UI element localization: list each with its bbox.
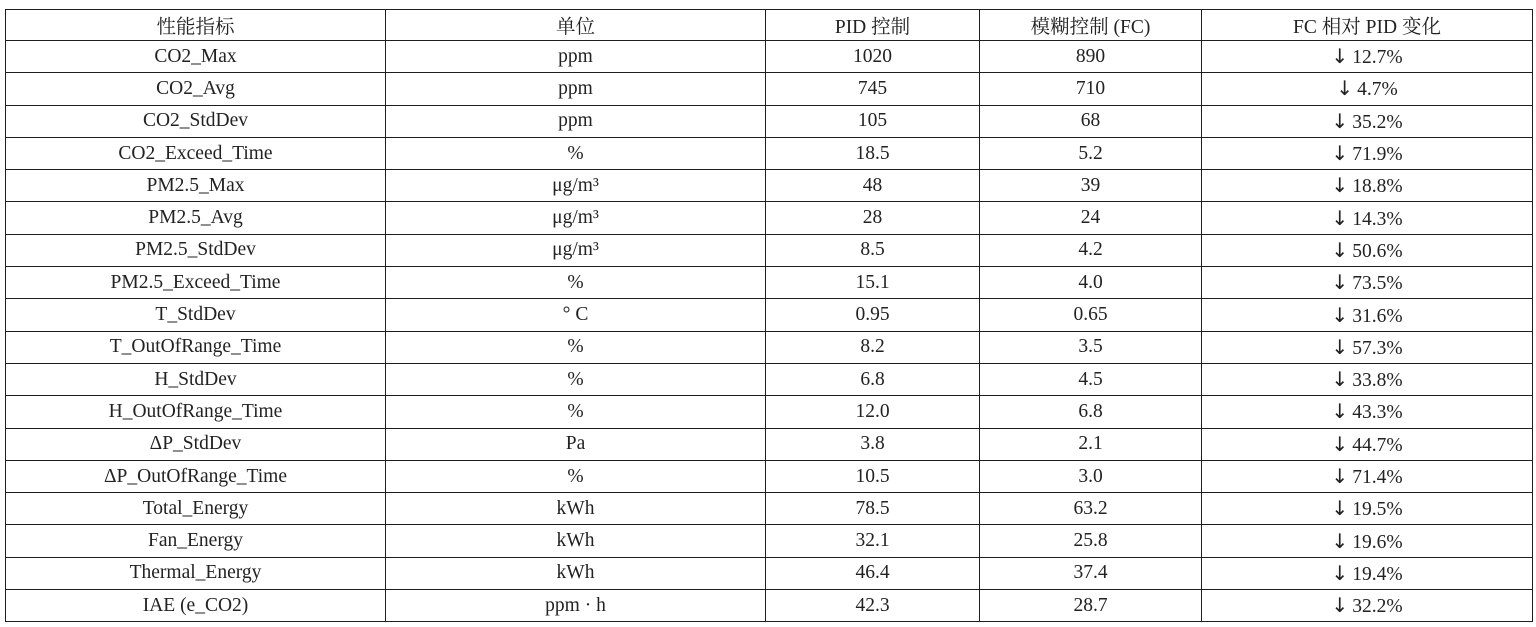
table-row: [6, 428, 1533, 460]
cell-fc-value: 4.2: [980, 234, 1202, 266]
change-value: 31.6%: [1352, 305, 1403, 327]
cell-unit: μg/m³: [386, 170, 766, 202]
cell-pid-value: 15.1: [766, 267, 980, 299]
cell-change: [1202, 137, 1533, 169]
change-value: 71.9%: [1352, 144, 1403, 166]
cell-metric: T_StdDev: [6, 299, 386, 331]
table-row: [6, 105, 1533, 137]
cell-metric: CO2_Exceed_Time: [6, 137, 386, 169]
table-row: [6, 73, 1533, 105]
cell-metric: H_OutOfRange_Time: [6, 396, 386, 428]
change-value: 4.7%: [1357, 79, 1398, 101]
arrow-down-icon: ↓: [1331, 528, 1349, 553]
cell-change: [1202, 73, 1533, 105]
arrow-down-icon: ↓: [1331, 367, 1349, 392]
change-value: 35.2%: [1352, 111, 1403, 133]
cell-pid-value: 3.8: [766, 428, 980, 460]
cell-change: [1202, 105, 1533, 137]
cell-metric: IAE (e_CO2): [6, 590, 386, 622]
cell-pid-value: 78.5: [766, 493, 980, 525]
cell-fc-value: 3.0: [980, 460, 1202, 492]
cell-pid-value: 10.5: [766, 460, 980, 492]
cell-unit: %: [386, 363, 766, 395]
cell-unit: Pa: [386, 428, 766, 460]
cell-fc-value: 63.2: [980, 493, 1202, 525]
cell-pid-value: 12.0: [766, 396, 980, 428]
cell-pid-value: 745: [766, 73, 980, 105]
cell-fc-value: 890: [980, 41, 1202, 73]
cell-unit: %: [386, 137, 766, 169]
cell-fc-value: 39: [980, 170, 1202, 202]
cell-unit: %: [386, 396, 766, 428]
performance-table-container: [5, 9, 1532, 622]
cell-pid-value: 28: [766, 202, 980, 234]
cell-pid-value: 8.5: [766, 234, 980, 266]
table-body: [6, 41, 1533, 622]
cell-unit: kWh: [386, 525, 766, 557]
cell-metric: CO2_Max: [6, 41, 386, 73]
cell-fc-value: 4.5: [980, 363, 1202, 395]
cell-change: [1202, 170, 1533, 202]
cell-metric: PM2.5_Exceed_Time: [6, 267, 386, 299]
cell-pid-value: 42.3: [766, 590, 980, 622]
cell-metric: Thermal_Energy: [6, 557, 386, 589]
cell-fc-value: 4.0: [980, 267, 1202, 299]
cell-change: [1202, 396, 1533, 428]
arrow-down-icon: ↓: [1331, 431, 1349, 456]
arrow-down-icon: ↓: [1331, 270, 1349, 295]
table-row: [6, 363, 1533, 395]
cell-metric: PM2.5_Max: [6, 170, 386, 202]
cell-unit: μg/m³: [386, 202, 766, 234]
header-change: FC 相对 PID 变化: [1202, 10, 1533, 41]
cell-unit: %: [386, 460, 766, 492]
cell-change: [1202, 493, 1533, 525]
table-row: [6, 202, 1533, 234]
performance-comparison-table: [5, 9, 1533, 622]
cell-unit: μg/m³: [386, 234, 766, 266]
cell-unit: kWh: [386, 493, 766, 525]
cell-fc-value: 0.65: [980, 299, 1202, 331]
cell-pid-value: 105: [766, 105, 980, 137]
cell-unit: kWh: [386, 557, 766, 589]
header-pid: PID 控制: [766, 10, 980, 41]
arrow-down-icon: ↓: [1331, 560, 1349, 585]
cell-metric: H_StdDev: [6, 363, 386, 395]
cell-fc-value: 68: [980, 105, 1202, 137]
cell-metric: ΔP_StdDev: [6, 428, 386, 460]
table-row: [6, 234, 1533, 266]
cell-metric: Total_Energy: [6, 493, 386, 525]
cell-change: [1202, 41, 1533, 73]
cell-fc-value: 3.5: [980, 331, 1202, 363]
change-value: 19.6%: [1352, 531, 1403, 553]
arrow-down-icon: ↓: [1331, 593, 1349, 618]
arrow-down-icon: ↓: [1331, 108, 1349, 133]
table-row: [6, 525, 1533, 557]
cell-unit: %: [386, 331, 766, 363]
table-row: [6, 41, 1533, 73]
cell-fc-value: 24: [980, 202, 1202, 234]
cell-metric: Fan_Energy: [6, 525, 386, 557]
cell-pid-value: 32.1: [766, 525, 980, 557]
cell-fc-value: 2.1: [980, 428, 1202, 460]
arrow-down-icon: ↓: [1331, 302, 1349, 327]
cell-unit: %: [386, 267, 766, 299]
table-row: [6, 170, 1533, 202]
table-row: [6, 493, 1533, 525]
cell-fc-value: 5.2: [980, 137, 1202, 169]
cell-metric: PM2.5_StdDev: [6, 234, 386, 266]
arrow-down-icon: ↓: [1336, 76, 1354, 101]
cell-fc-value: 37.4: [980, 557, 1202, 589]
cell-pid-value: 6.8: [766, 363, 980, 395]
cell-change: [1202, 202, 1533, 234]
arrow-down-icon: ↓: [1331, 399, 1349, 424]
cell-change: [1202, 363, 1533, 395]
change-value: 18.8%: [1352, 176, 1403, 198]
cell-fc-value: 710: [980, 73, 1202, 105]
table-row: [6, 137, 1533, 169]
arrow-down-icon: ↓: [1331, 141, 1349, 166]
header-fc: 模糊控制 (FC): [980, 10, 1202, 41]
cell-unit: ppm: [386, 73, 766, 105]
cell-fc-value: 28.7: [980, 590, 1202, 622]
arrow-down-icon: ↓: [1331, 205, 1349, 230]
change-value: 19.4%: [1352, 563, 1403, 585]
cell-pid-value: 48: [766, 170, 980, 202]
change-value: 32.2%: [1352, 596, 1403, 618]
cell-metric: PM2.5_Avg: [6, 202, 386, 234]
cell-metric: CO2_StdDev: [6, 105, 386, 137]
cell-fc-value: 6.8: [980, 396, 1202, 428]
cell-fc-value: 25.8: [980, 525, 1202, 557]
change-value: 50.6%: [1352, 240, 1403, 262]
table-row: [6, 396, 1533, 428]
cell-metric: T_OutOfRange_Time: [6, 331, 386, 363]
change-value: 57.3%: [1352, 337, 1403, 359]
table-row: [6, 590, 1533, 622]
cell-metric: ΔP_OutOfRange_Time: [6, 460, 386, 492]
change-value: 12.7%: [1352, 47, 1403, 69]
table-row: [6, 460, 1533, 492]
cell-pid-value: 46.4: [766, 557, 980, 589]
table-row: [6, 331, 1533, 363]
table-row: [6, 557, 1533, 589]
table-row: [6, 267, 1533, 299]
cell-unit: ° C: [386, 299, 766, 331]
arrow-down-icon: ↓: [1331, 464, 1349, 488]
cell-unit: ppm · h: [386, 590, 766, 622]
cell-pid-value: 8.2: [766, 331, 980, 363]
cell-change: [1202, 460, 1533, 492]
arrow-down-icon: ↓: [1331, 496, 1349, 521]
cell-unit: ppm: [386, 105, 766, 137]
cell-pid-value: 18.5: [766, 137, 980, 169]
cell-change: [1202, 234, 1533, 266]
arrow-down-icon: ↓: [1331, 334, 1349, 359]
cell-change: [1202, 331, 1533, 363]
change-value: 33.8%: [1352, 370, 1403, 392]
change-value: 44.7%: [1352, 434, 1403, 456]
table-header: [6, 10, 1533, 41]
header-unit: 单位: [386, 10, 766, 41]
cell-pid-value: 0.95: [766, 299, 980, 331]
cell-change: [1202, 557, 1533, 589]
cell-unit: ppm: [386, 41, 766, 73]
change-value: 73.5%: [1352, 273, 1403, 295]
cell-change: [1202, 590, 1533, 622]
change-value: 14.3%: [1352, 208, 1403, 230]
cell-change: [1202, 428, 1533, 460]
header-row: [6, 10, 1533, 41]
change-value: 71.4%: [1352, 467, 1403, 488]
arrow-down-icon: ↓: [1331, 44, 1349, 69]
cell-change: [1202, 299, 1533, 331]
header-metric: 性能指标: [6, 10, 386, 41]
cell-change: [1202, 267, 1533, 299]
change-value: 43.3%: [1352, 402, 1403, 424]
cell-pid-value: 1020: [766, 41, 980, 73]
table-row: [6, 299, 1533, 331]
cell-metric: CO2_Avg: [6, 73, 386, 105]
change-value: 19.5%: [1352, 499, 1403, 521]
arrow-down-icon: ↓: [1331, 173, 1349, 198]
arrow-down-icon: ↓: [1331, 237, 1349, 262]
cell-change: [1202, 525, 1533, 557]
